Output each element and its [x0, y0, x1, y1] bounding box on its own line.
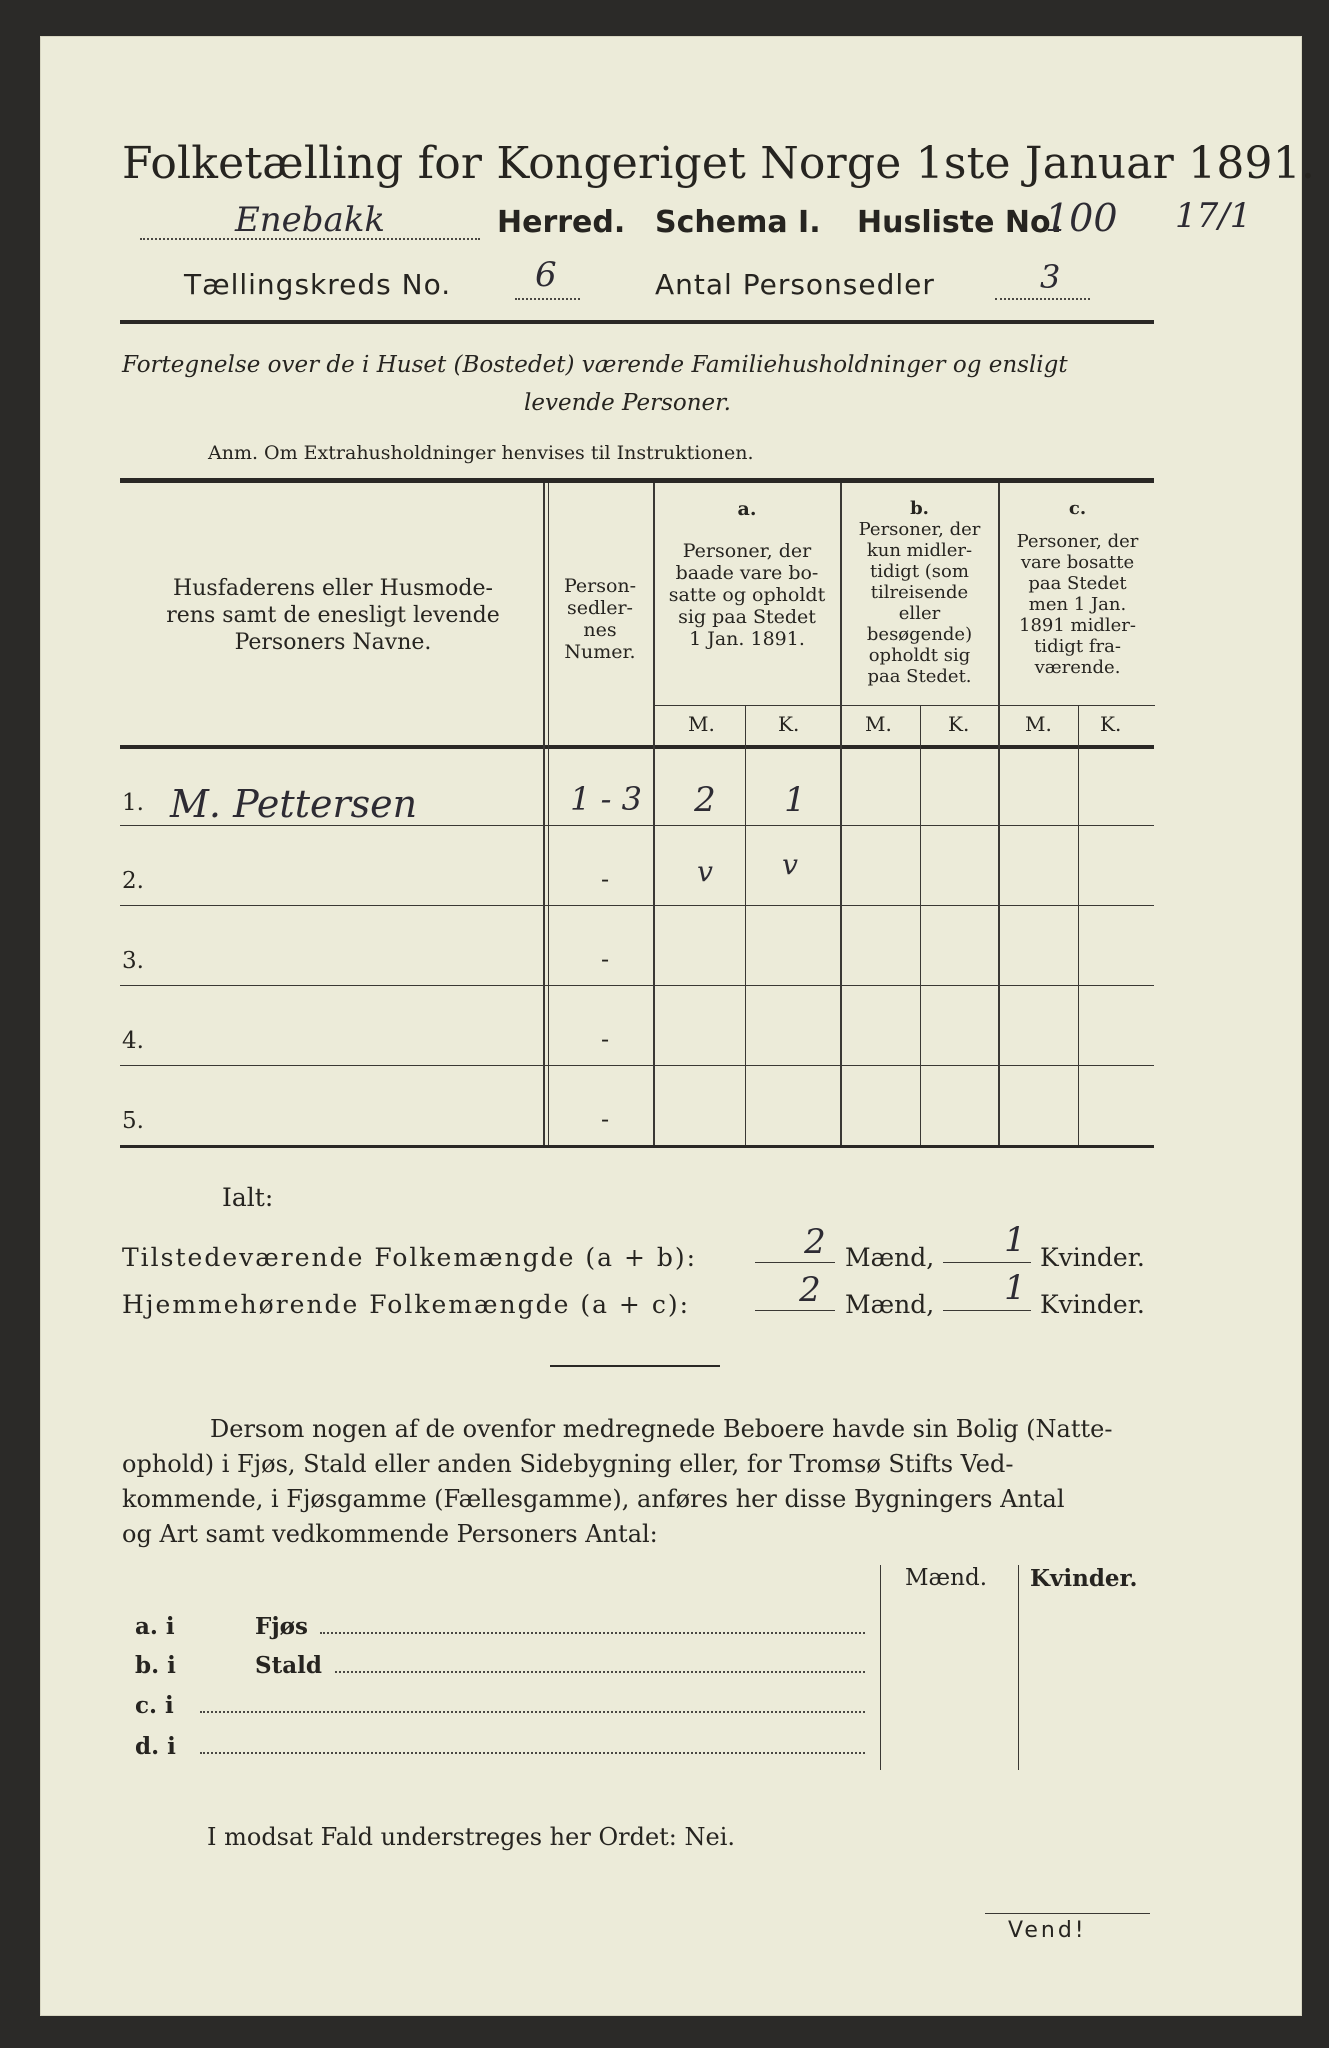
col-name-header: Husfaderens eller Husmode- rens samt de enesligt levende Personers Navne.: [166, 576, 500, 655]
divider-name-num-double: [548, 483, 549, 1145]
col-a-k-value: v: [782, 848, 798, 881]
husliste-value: 100: [1045, 196, 1118, 240]
hjemme-kvinder-value: 1: [1004, 1268, 1026, 1308]
antal-label: Antal Personsedler: [655, 268, 935, 301]
divider-a-mk: [745, 705, 746, 1145]
form-title: Folketælling for Kongeriget Norge 1ste Januar 1891.: [122, 138, 1316, 189]
para-line-1: Dersom nogen af de ovenfor medregnede Beboere havde sin Bolig (Natte-: [210, 1415, 1113, 1443]
modsat-fald-note: I modsat Fald understreges her Ordet: Nei.: [207, 1823, 736, 1851]
personsedler-numer: -: [600, 945, 610, 973]
personsedler-numer: -: [600, 865, 610, 893]
personsedler-numer: 1 - 3: [570, 780, 642, 818]
divider-b-c: [998, 483, 1000, 1145]
row-number: 3.: [122, 948, 144, 974]
kreds-dotted-line: [515, 298, 580, 300]
hjemme-maend-label: Mænd,: [845, 1290, 935, 1319]
hjemme-kvinder-label: Kvinder.: [1040, 1290, 1145, 1319]
tilstede-kvinder-value: 1: [1004, 1220, 1026, 1260]
para-line-2: ophold) i Fjøs, Stald eller anden Sidebygning eller, for Tromsø Stifts Ved-: [122, 1450, 1014, 1478]
antal-dotted-line: [995, 298, 1090, 300]
col-c-k: K.: [1100, 712, 1122, 736]
personsedler-numer: -: [600, 1105, 610, 1133]
ialt-label: Ialt:: [222, 1183, 274, 1212]
person-name: M. Pettersen: [170, 782, 418, 826]
subtable-left-divider: [880, 1565, 881, 1770]
col-a-header: a. Personer, der baade vare bo- satte og opholdt sig paa Stedet 1 Jan. 1891.: [668, 498, 826, 650]
tilstede-maend-value: 2: [804, 1222, 826, 1262]
para-line-3: kommende, i Fjøsgamme (Fællesgamme), anføres her disse Bygningers Antal: [122, 1485, 1065, 1513]
col-num-header: Person- sedler- nes Numer.: [563, 575, 637, 663]
row-3-line: [120, 985, 1154, 986]
subtable-maend-header: Mænd.: [905, 1565, 988, 1591]
subtable-kvinder-header: Kvinder.: [1030, 1565, 1138, 1592]
tilstede-maend-line: [755, 1262, 835, 1263]
subtable-mid-divider: [1018, 1565, 1019, 1770]
row-number: 5.: [122, 1108, 144, 1134]
mk-header-rule: [655, 705, 1155, 706]
tilstede-label: Tilstedeværende Folkemængde (a + b):: [122, 1243, 698, 1272]
hjemme-label: Hjemmehørende Folkemængde (a + c):: [122, 1290, 690, 1319]
item-letter: b. i: [135, 1652, 176, 1679]
item-label: Stald: [255, 1652, 322, 1679]
col-b-m: M.: [865, 712, 892, 736]
herred-dotted-line: [140, 238, 480, 240]
row-number: 1.: [122, 790, 144, 816]
col-b-header: b. Personer, der kun midler- tidigt (som tilreisende eller besøgende) opholdt sig paa Stedet.: [858, 498, 981, 687]
col-a-m: M.: [688, 712, 715, 736]
para-line-4: og Art samt vedkommende Personers Antal:: [122, 1520, 658, 1548]
husliste-label: Husliste No.: [857, 205, 1062, 240]
hjemme-maend-line: [755, 1310, 835, 1311]
item-letter: d. i: [135, 1733, 176, 1760]
col-a-m-value: v: [697, 855, 713, 888]
herred-value: Enebakk: [234, 200, 386, 240]
item-dotted-line: [200, 1752, 865, 1754]
schema-label: Schema I.: [655, 205, 821, 240]
anm-note: Anm. Om Extrahusholdninger henvises til Instruktionen.: [208, 442, 754, 464]
hjemme-maend-value: 2: [799, 1270, 821, 1310]
item-letter: a. i: [135, 1613, 175, 1640]
section-separator: [550, 1365, 720, 1367]
divider-b-mk: [920, 705, 921, 1145]
tilstede-kvinder-label: Kvinder.: [1040, 1243, 1145, 1272]
antal-value: 3: [1040, 258, 1061, 296]
intro-line-2: levende Personer.: [524, 390, 731, 416]
item-dotted-line: [335, 1671, 865, 1673]
item-letter: c. i: [135, 1692, 174, 1719]
herred-label: Herred.: [497, 205, 626, 240]
col-a-k-value: 1: [784, 780, 806, 820]
col-a-k: K.: [778, 712, 800, 736]
item-dotted-line: [200, 1711, 865, 1713]
col-b-k: K.: [948, 712, 970, 736]
vend-rule: [985, 1913, 1150, 1914]
col-c-header: c. Personer, der vare bosatte paa Stedet men 1 Jan. 1891 midler- tidigt fra- værende.: [1016, 498, 1139, 678]
table-bottom-rule: [120, 1145, 1154, 1148]
hjemme-kvinder-line: [943, 1310, 1031, 1311]
husliste-note: 17/1: [1175, 196, 1252, 236]
divider-name-num: [543, 483, 545, 1145]
col-a-m-value: 2: [694, 780, 716, 820]
kreds-value: 6: [535, 255, 557, 295]
tilstede-maend-label: Mænd,: [845, 1243, 935, 1272]
row-2-line: [120, 905, 1154, 906]
item-dotted-line: [320, 1632, 865, 1634]
row-number: 4.: [122, 1028, 144, 1054]
item-label: Fjøs: [255, 1613, 308, 1640]
tilstede-kvinder-line: [943, 1262, 1031, 1263]
intro-line-1: Fortegnelse over de i Huset (Bostedet) værende Familiehusholdninger og ensligt: [122, 352, 1068, 378]
row-4-line: [120, 1065, 1154, 1066]
census-form-page: [40, 36, 1302, 2016]
divider-a-b: [840, 483, 842, 1145]
personsedler-numer: -: [600, 1025, 610, 1053]
divider-c-mk: [1078, 705, 1079, 1145]
row-number: 2.: [122, 868, 144, 894]
kreds-label: Tællingskreds No.: [184, 268, 452, 301]
header-rule: [120, 320, 1154, 324]
divider-num-a: [653, 483, 655, 1145]
vend-label: Vend!: [1008, 1918, 1087, 1943]
col-c-m: M.: [1025, 712, 1052, 736]
